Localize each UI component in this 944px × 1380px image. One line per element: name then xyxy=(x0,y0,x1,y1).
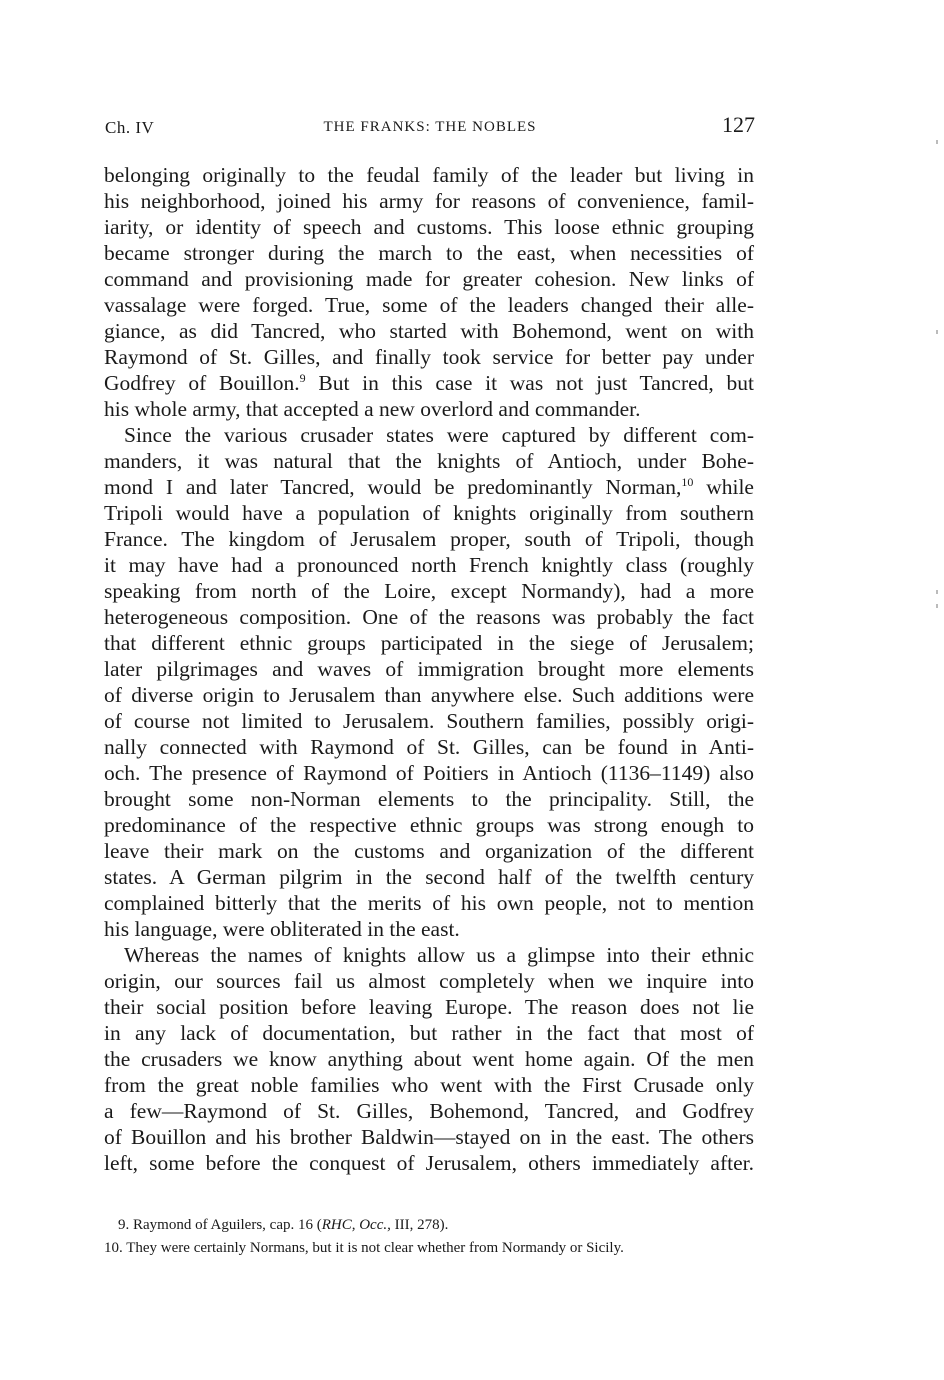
text-line: belonging originally to the feudal family of the leader but living in xyxy=(104,163,754,187)
scan-edge-mark xyxy=(936,140,938,144)
text-line xyxy=(104,474,754,500)
running-head xyxy=(105,112,755,142)
text-line: of course not limited to Jerusalem. Southern families, possibly origi- xyxy=(104,709,754,733)
scan-edge-mark xyxy=(936,590,938,594)
footnote-10: 10. They were certainly Normans, but it is not clear whether from Normandy or Sicily. xyxy=(104,1240,624,1256)
text-line: his language, were obliterated in the east. xyxy=(104,917,460,941)
text-line: manders, it was natural that the knights of Antioch, under Bohe- xyxy=(104,449,754,473)
text-line: complained bitterly that the merits of his own people, not to mention xyxy=(104,891,754,915)
text-line: iarity, or identity of speech and customs. This loose ethnic grouping xyxy=(104,215,754,239)
text-line: leave their mark on the customs and organization of the different xyxy=(104,839,754,863)
text-segment: But in this case it was not just Tancred, but xyxy=(305,371,754,395)
text-line: predominance of the respective ethnic groups was strong enough to xyxy=(104,813,754,837)
text-line: Whereas the names of knights allow us a glimpse into their ethnic xyxy=(124,943,754,967)
footnote-text: 9. Raymond of Aguilers, cap. 16 ( xyxy=(118,1217,322,1233)
scan-edge-mark xyxy=(936,330,938,334)
text-line: it may have had a pronounced north French knightly class (roughly xyxy=(104,553,754,577)
text-line: his whole army, that accepted a new overlord and commander. xyxy=(104,397,641,421)
text-line: the crusaders we know anything about went home again. Of the men xyxy=(104,1047,754,1071)
text-line: their social position before leaving Europe. The reason does not lie xyxy=(104,995,754,1019)
footnotes xyxy=(104,1214,754,1260)
text-line: of diverse origin to Jerusalem than anywhere else. Such additions were xyxy=(104,683,754,707)
text-line: France. The kingdom of Jerusalem proper, south of Tripoli, though xyxy=(104,527,754,551)
footnote-ref-10[interactable]: 10 xyxy=(681,475,694,489)
footnote-9 xyxy=(104,1214,754,1237)
scan-edge-mark xyxy=(936,604,938,608)
text-line: from the great noble families who went with the First Crusade only xyxy=(104,1073,754,1097)
text-line: Tripoli would have a population of knights originally from southern xyxy=(104,501,754,525)
text-line: of Bouillon and his brother Baldwin—stayed on in the east. The others xyxy=(104,1125,754,1149)
text-line: in any lack of documentation, but rather in the fact that most of xyxy=(104,1021,754,1045)
footnote-text: III, 278). xyxy=(390,1217,449,1233)
text-segment: Godfrey of Bouillon. xyxy=(104,371,300,395)
footnote-ref-9[interactable]: 9 xyxy=(299,371,306,385)
text-line: Since the various crusader states were captured by different com- xyxy=(124,423,754,447)
text-line: giance, as did Tancred, who started with Bohemond, went on with xyxy=(104,319,754,343)
chapter-label: Ch. IV xyxy=(105,118,155,137)
page-number: 127 xyxy=(722,112,755,137)
text-line: became stronger during the march to the east, when necessities of xyxy=(104,241,754,265)
text-line: his neighborhood, joined his army for reasons of convenience, famil- xyxy=(104,189,754,213)
text-line: Raymond of St. Gilles, and finally took service for better pay under xyxy=(104,345,754,369)
text-line: nally connected with Raymond of St. Gilles, can be found in Anti- xyxy=(104,735,754,759)
text-segment: mond I and later Tancred, would be predominantly Norman, xyxy=(104,475,682,499)
text-line: och. The presence of Raymond of Poitiers in Antioch (1136–1149) also xyxy=(104,761,754,785)
footnote-source-italic: RHC, Occ., xyxy=(321,1217,391,1233)
text-line: that different ethnic groups participated in the siege of Jerusalem; xyxy=(104,631,754,655)
text-line: vassalage were forged. True, some of the leaders changed their alle- xyxy=(104,293,754,317)
text-line: command and provisioning made for greater cohesion. New links of xyxy=(104,267,754,291)
text-line: later pilgrimages and waves of immigration brought more elements xyxy=(104,657,754,681)
text-segment: while xyxy=(693,475,754,499)
text-line: a few—Raymond of St. Gilles, Bohemond, Tancred, and Godfrey xyxy=(104,1099,754,1123)
text-line: speaking from north of the Loire, except Normandy), had a more xyxy=(104,579,754,603)
running-title: THE FRANKS: THE NOBLES xyxy=(323,119,537,135)
text-line: heterogeneous composition. One of the reasons was probably the fact xyxy=(104,605,754,629)
text-line: states. A German pilgrim in the second half of the twelfth century xyxy=(104,865,754,889)
text-line xyxy=(104,370,754,396)
body-text xyxy=(104,162,754,1176)
text-line: left, some before the conquest of Jerusalem, others immediately after. xyxy=(104,1151,754,1175)
text-line: origin, our sources fail us almost completely when we inquire into xyxy=(104,969,754,993)
text-line: brought some non-Norman elements to the principality. Still, the xyxy=(104,787,754,811)
